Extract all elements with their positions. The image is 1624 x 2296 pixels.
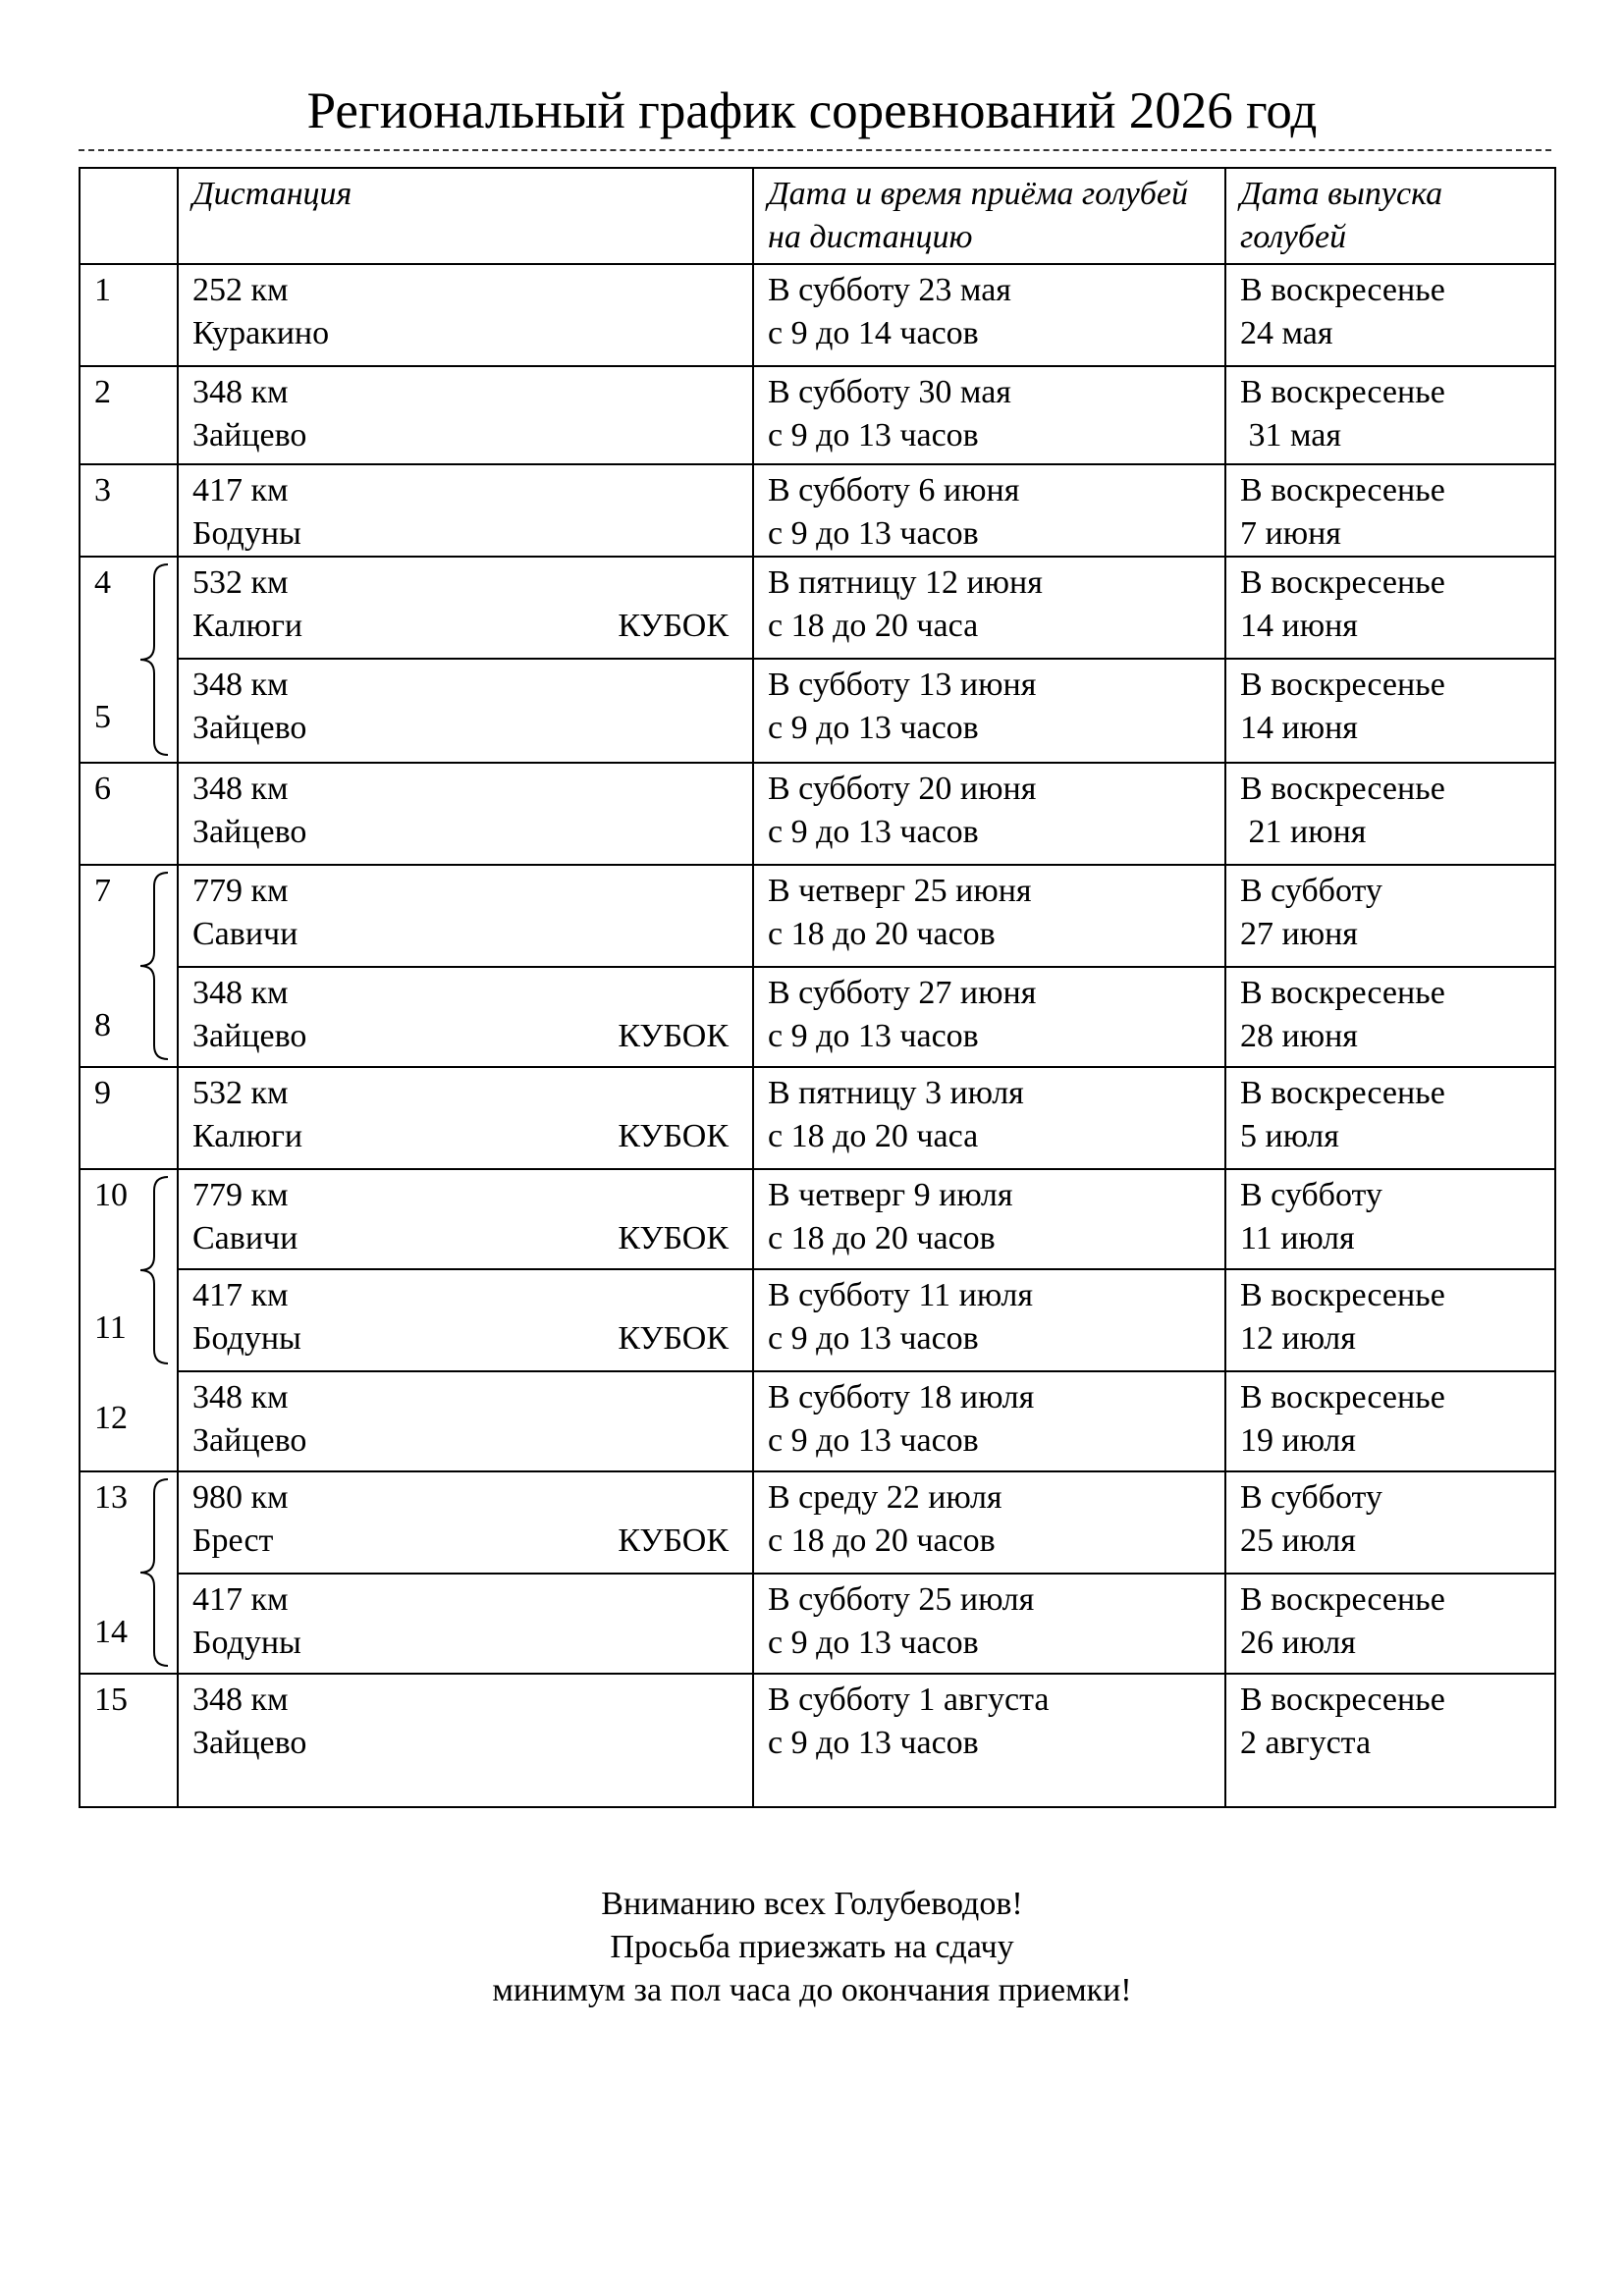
distance-km: 348 км — [192, 1379, 289, 1415]
release-cell — [1225, 1067, 1555, 1169]
table-row — [80, 1674, 1555, 1807]
receive-hours: с 9 до 13 часов — [768, 1320, 979, 1357]
distance-km: 417 км — [192, 472, 289, 508]
distance-km: 348 км — [192, 975, 289, 1011]
receive-hours: с 9 до 14 часов — [768, 315, 979, 351]
footer-line-1: Вниманию всех Голубеводов! — [601, 1886, 1023, 1922]
receive-day: В субботу 1 августа — [768, 1682, 1050, 1718]
receive-hours: с 9 до 13 часов — [768, 814, 979, 850]
release-date: 27 июня — [1240, 916, 1358, 952]
table-row — [80, 1269, 1555, 1371]
receive-day: В субботу 6 июня — [768, 472, 1020, 508]
release-cell — [1225, 464, 1555, 557]
release-date: 12 июля — [1240, 1320, 1356, 1357]
release-date: 24 мая — [1240, 315, 1333, 351]
release-date: 19 июля — [1240, 1422, 1356, 1459]
receive-cell — [753, 967, 1225, 1067]
receive-cell — [753, 557, 1225, 659]
receive-cell — [753, 1574, 1225, 1674]
distance-cell — [178, 1574, 753, 1674]
distance-km: 348 км — [192, 374, 289, 410]
row-number: 14 — [80, 1574, 178, 1674]
distance-cell — [178, 1674, 753, 1807]
distance-place: Савичи — [192, 916, 298, 952]
header-num — [80, 168, 178, 264]
distance-km: 348 км — [192, 771, 289, 807]
distance-cell — [178, 967, 753, 1067]
schedule-table — [79, 167, 1556, 1808]
release-day: В субботу — [1240, 873, 1382, 909]
release-cell — [1225, 1574, 1555, 1674]
distance-km: 252 км — [192, 272, 289, 308]
distance-place: Зайцево — [192, 814, 307, 850]
distance-km: 532 км — [192, 564, 289, 601]
release-cell — [1225, 1471, 1555, 1574]
cup-label: КУБОК — [618, 1118, 729, 1154]
distance-km: 417 км — [192, 1277, 289, 1313]
distance-cell — [178, 659, 753, 763]
distance-cell — [178, 1067, 753, 1169]
distance-place: Калюги — [192, 608, 303, 644]
receive-cell — [753, 1269, 1225, 1371]
receive-hours: с 9 до 13 часов — [768, 1422, 979, 1459]
cup-label: КУБОК — [618, 1320, 729, 1357]
table-row — [80, 366, 1555, 464]
distance-place: Савичи — [192, 1220, 298, 1256]
distance-km: 417 км — [192, 1581, 289, 1618]
release-cell — [1225, 1371, 1555, 1471]
distance-km: 779 км — [192, 873, 289, 909]
receive-day: В пятницу 3 июля — [768, 1075, 1024, 1111]
release-date: 11 июля — [1240, 1220, 1355, 1256]
table-header-row — [80, 168, 1555, 264]
cup-label: КУБОК — [618, 1522, 729, 1559]
distance-cell — [178, 1471, 753, 1574]
receive-hours: с 9 до 13 часов — [768, 1725, 979, 1761]
receive-day: В субботу 23 мая — [768, 272, 1011, 308]
receive-cell — [753, 464, 1225, 557]
row-number: 9 — [80, 1067, 178, 1169]
cup-label: КУБОК — [618, 1018, 729, 1054]
footer-line-2: Просьба приезжать на сдачу — [610, 1929, 1014, 1965]
footer-notice — [0, 1883, 1624, 2012]
release-day: В субботу — [1240, 1177, 1382, 1213]
distance-place: Зайцево — [192, 710, 307, 746]
receive-hours: с 18 до 20 часа — [768, 1118, 979, 1154]
receive-cell — [753, 1169, 1225, 1269]
distance-cell — [178, 763, 753, 865]
cup-label: КУБОК — [618, 1220, 729, 1256]
receive-cell — [753, 659, 1225, 763]
table-row — [80, 1169, 1555, 1269]
table-row — [80, 659, 1555, 763]
release-day: В воскресенье — [1240, 564, 1445, 601]
page-title: Региональный график соревнований 2026 год — [306, 82, 1318, 139]
release-date: 14 июня — [1240, 710, 1358, 746]
distance-cell — [178, 1269, 753, 1371]
receive-day: В субботу 27 июня — [768, 975, 1037, 1011]
distance-cell — [178, 366, 753, 464]
distance-place: Зайцево — [192, 417, 307, 454]
table-row — [80, 865, 1555, 967]
table-row — [80, 1574, 1555, 1674]
release-day: В воскресенье — [1240, 667, 1445, 703]
row-number: 2 — [80, 366, 178, 464]
table-row — [80, 763, 1555, 865]
distance-km: 980 км — [192, 1479, 289, 1516]
receive-cell — [753, 264, 1225, 366]
distance-place: Бодуны — [192, 1320, 301, 1357]
distance-cell — [178, 557, 753, 659]
release-cell — [1225, 264, 1555, 366]
receive-hours: с 9 до 13 часов — [768, 1018, 979, 1054]
release-date: 21 июня — [1240, 814, 1367, 850]
receive-cell — [753, 1674, 1225, 1807]
row-number: 12 — [80, 1371, 178, 1471]
header-distance: Дистанция — [178, 168, 753, 264]
receive-day: В четверг 9 июля — [768, 1177, 1013, 1213]
release-day: В воскресенье — [1240, 1379, 1445, 1415]
distance-km: 779 км — [192, 1177, 289, 1213]
release-day: В воскресенье — [1240, 771, 1445, 807]
dashed-divider — [79, 149, 1551, 151]
release-day: В воскресенье — [1240, 975, 1445, 1011]
row-number: 3 — [80, 464, 178, 557]
receive-day: В субботу 13 июня — [768, 667, 1037, 703]
distance-place: Брест — [192, 1522, 274, 1559]
release-day: В воскресенье — [1240, 272, 1445, 308]
receive-cell — [753, 366, 1225, 464]
receive-day: В субботу 20 июня — [768, 771, 1037, 807]
release-date: 28 июня — [1240, 1018, 1358, 1054]
receive-hours: с 18 до 20 часа — [768, 608, 979, 644]
header-receive: Дата и время приёма голубей на дистанцию — [753, 168, 1225, 264]
receive-cell — [753, 1067, 1225, 1169]
distance-place: Зайцево — [192, 1018, 307, 1054]
table-row — [80, 464, 1555, 557]
distance-cell — [178, 464, 753, 557]
receive-day: В среду 22 июля — [768, 1479, 1002, 1516]
release-cell — [1225, 763, 1555, 865]
table-row — [80, 1371, 1555, 1471]
release-day: В воскресенье — [1240, 1581, 1445, 1618]
receive-hours: с 18 до 20 часов — [768, 1522, 996, 1559]
release-date: 2 августа — [1240, 1725, 1372, 1761]
table-row — [80, 1471, 1555, 1574]
distance-cell — [178, 1169, 753, 1269]
receive-hours: с 9 до 13 часов — [768, 1625, 979, 1661]
distance-km: 348 км — [192, 667, 289, 703]
release-date: 26 июля — [1240, 1625, 1356, 1661]
row-number: 13 — [80, 1471, 178, 1574]
release-day: В субботу — [1240, 1479, 1382, 1516]
receive-hours: с 9 до 13 часов — [768, 710, 979, 746]
receive-day: В субботу 18 июля — [768, 1379, 1035, 1415]
distance-place: Бодуны — [192, 515, 301, 552]
receive-day: В субботу 25 июля — [768, 1581, 1035, 1618]
release-date: 31 мая — [1240, 417, 1342, 454]
release-date: 7 июня — [1240, 515, 1341, 552]
release-cell — [1225, 1169, 1555, 1269]
release-cell — [1225, 366, 1555, 464]
receive-hours: с 9 до 13 часов — [768, 417, 979, 454]
distance-place: Калюги — [192, 1118, 303, 1154]
receive-hours: с 18 до 20 часов — [768, 1220, 996, 1256]
table-row — [80, 1067, 1555, 1169]
release-cell — [1225, 865, 1555, 967]
receive-day: В четверг 25 июня — [768, 873, 1032, 909]
row-number: 1 — [80, 264, 178, 366]
release-cell — [1225, 1674, 1555, 1807]
row-number: 4 — [80, 557, 178, 659]
cup-label: КУБОК — [618, 608, 729, 644]
release-cell — [1225, 1269, 1555, 1371]
distance-km: 348 км — [192, 1682, 289, 1718]
release-date: 25 июля — [1240, 1522, 1356, 1559]
distance-place: Зайцево — [192, 1422, 307, 1459]
receive-hours: с 18 до 20 часов — [768, 916, 996, 952]
row-number: 8 — [80, 967, 178, 1067]
distance-cell — [178, 264, 753, 366]
receive-day: В субботу 30 мая — [768, 374, 1011, 410]
release-day: В воскресенье — [1240, 374, 1445, 410]
row-number: 10 — [80, 1169, 178, 1269]
row-number: 15 — [80, 1674, 178, 1807]
distance-cell — [178, 1371, 753, 1471]
table-row — [80, 557, 1555, 659]
receive-hours: с 9 до 13 часов — [768, 515, 979, 552]
receive-day: В субботу 11 июля — [768, 1277, 1034, 1313]
row-number: 6 — [80, 763, 178, 865]
distance-cell — [178, 865, 753, 967]
receive-cell — [753, 1371, 1225, 1471]
table-row — [80, 264, 1555, 366]
distance-place: Бодуны — [192, 1625, 301, 1661]
release-day: В воскресенье — [1240, 1277, 1445, 1313]
receive-cell — [753, 1471, 1225, 1574]
release-day: В воскресенье — [1240, 472, 1445, 508]
header-release: Дата выпуска голубей — [1225, 168, 1555, 264]
distance-place: Куракино — [192, 315, 330, 351]
distance-place: Зайцево — [192, 1725, 307, 1761]
distance-km: 532 км — [192, 1075, 289, 1111]
release-date: 5 июля — [1240, 1118, 1339, 1154]
receive-cell — [753, 865, 1225, 967]
release-cell — [1225, 557, 1555, 659]
footer-line-3: минимум за пол часа до окончания приемки! — [492, 1972, 1132, 2008]
row-number: 5 — [80, 659, 178, 763]
release-day: В воскресенье — [1240, 1075, 1445, 1111]
receive-cell — [753, 763, 1225, 865]
row-number: 7 — [80, 865, 178, 967]
release-day: В воскресенье — [1240, 1682, 1445, 1718]
release-date: 14 июня — [1240, 608, 1358, 644]
receive-day: В пятницу 12 июня — [768, 564, 1043, 601]
release-cell — [1225, 659, 1555, 763]
row-number: 11 — [80, 1269, 178, 1371]
release-cell — [1225, 967, 1555, 1067]
table-row — [80, 967, 1555, 1067]
